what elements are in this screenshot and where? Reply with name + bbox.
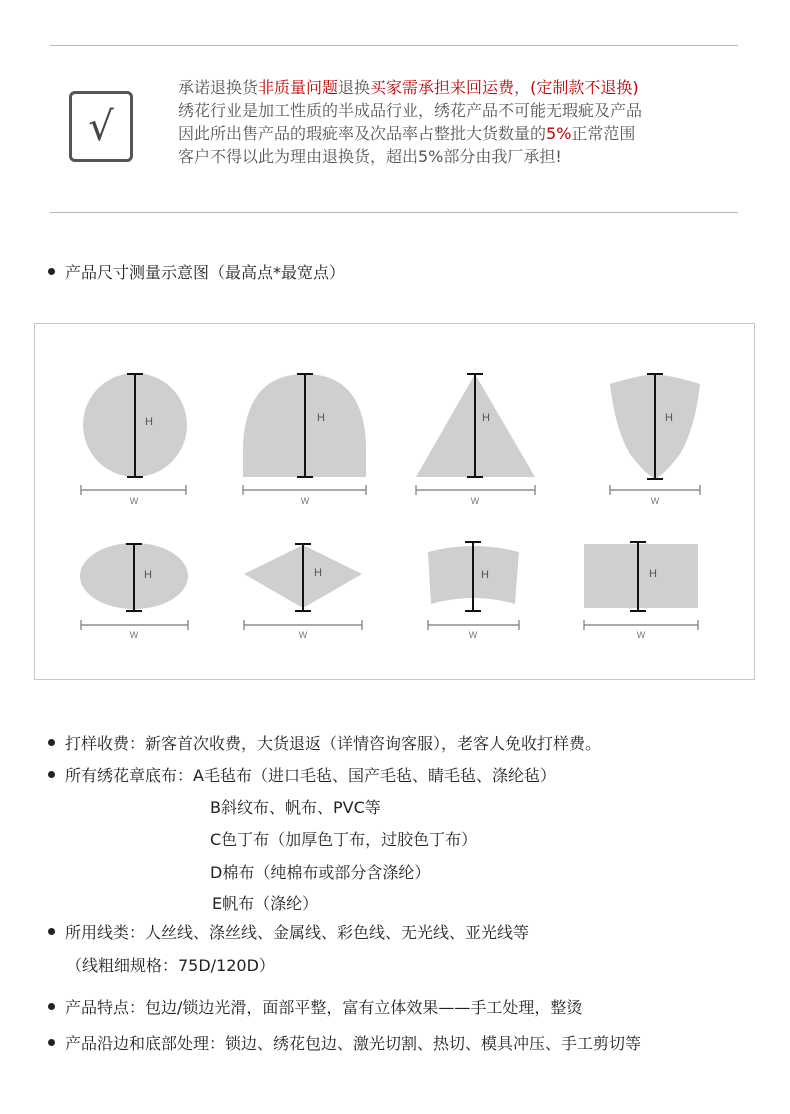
height-label: H: [665, 412, 673, 424]
notice-segment-red: 非质量问题: [258, 78, 339, 97]
shape-rectangle: [584, 544, 698, 608]
notice-segment-red: 买家需承担来回运费: [370, 78, 515, 97]
width-label: W: [636, 630, 646, 640]
width-label: W: [468, 630, 478, 640]
measurement-diagram-svg: [35, 324, 756, 681]
fabric-text: 所有绣花章底布：A毛毡布（进口毛毡、国产毛毡、睛毛毡、涤纶毡）: [65, 766, 556, 785]
thread-item: [48, 920, 529, 943]
width-label: W: [129, 630, 139, 640]
height-label: H: [317, 412, 325, 424]
thread-spec: （线粗细规格：75D/120D）: [66, 956, 275, 975]
height-label: H: [314, 567, 322, 579]
notice-segment-red: (定制款不退换): [530, 78, 639, 97]
thread-text: 所用线类：人丝线、涤丝线、金属线、彩色线、无光线、亚光线等: [65, 923, 530, 942]
top-divider: [50, 45, 738, 46]
width-label: W: [129, 496, 139, 506]
height-label: H: [482, 412, 490, 424]
fabric-d: D棉布（纯棉布或部分含涤纶）: [210, 863, 431, 882]
height-label: H: [481, 569, 489, 581]
fabric-e: E帆布（涤纶）: [212, 894, 319, 913]
bullet-dot: [48, 1003, 55, 1010]
height-label: H: [649, 568, 657, 580]
width-label: W: [300, 496, 310, 506]
sampling-fee-text: 打样收费：新客首次收费，大货退返（详情咨询客服），老客人免收打样费。: [65, 734, 602, 753]
width-label: W: [470, 496, 480, 506]
return-policy-notice: [178, 76, 642, 168]
fabric-b: B斜纹布、帆布、PVC等: [210, 798, 381, 817]
notice-segment: 因此所出售产品的瑕疵率及次品率占整批大货数量的: [178, 124, 547, 143]
bullet-dot: [48, 928, 55, 935]
bullet-dot: [48, 1039, 55, 1046]
sampling-fee-item: [48, 731, 601, 754]
bullet-dot: [48, 268, 55, 275]
measurement-diagram: [34, 323, 755, 680]
notice-percent-red: 5%: [546, 124, 572, 143]
notice-segment: 正常范围: [571, 124, 636, 143]
bullet-dot: [48, 739, 55, 746]
notice-line-3: [178, 122, 642, 145]
fabric-c: C色丁布（加厚色丁布，过胶色丁布）: [210, 830, 478, 849]
features-item: [48, 995, 582, 1018]
bullet-dot: [48, 771, 55, 778]
diagram-heading: [48, 260, 345, 283]
notice-segment: 退换: [338, 78, 371, 97]
checkmark-icon: √: [69, 91, 133, 162]
edge-item: [48, 1031, 641, 1054]
height-label: H: [145, 416, 153, 428]
notice-line-2: 绣花行业是加工性质的半成品行业，绣花产品不可能无瑕疵及产品: [178, 101, 643, 120]
diagram-title: 产品尺寸测量示意图（最高点*最宽点）: [65, 263, 346, 282]
middle-divider: [50, 212, 738, 213]
edge-text: 产品沿边和底部处理：锁边、绣花包边、激光切割、热切、模具冲压、手工剪切等: [65, 1034, 642, 1053]
fabric-item: [48, 763, 556, 786]
notice-segment: ，: [514, 78, 531, 97]
notice-line-4: 客户不得以此为理由退换货，超出5%部分由我厂承担!: [178, 147, 562, 166]
width-label: W: [650, 496, 660, 506]
height-label: H: [144, 569, 152, 581]
notice-segment: 承诺退换货: [178, 78, 259, 97]
features-text: 产品特点：包边/锁边光滑，面部平整，富有立体效果——手工处理，整烫: [65, 998, 583, 1017]
width-label: W: [298, 630, 308, 640]
notice-line-1: [178, 76, 642, 99]
